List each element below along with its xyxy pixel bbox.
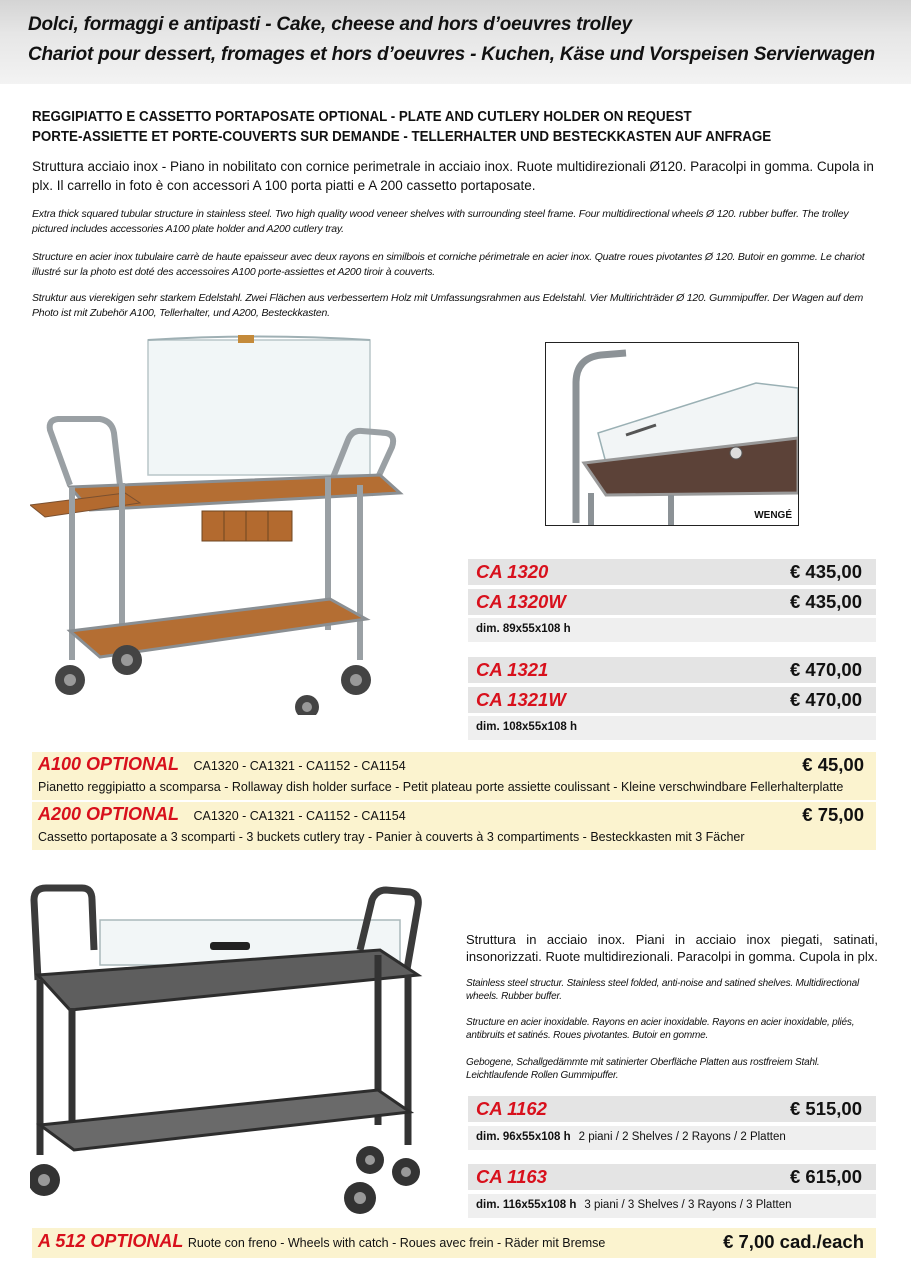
dimension-text: dim. 96x55x108 h [476, 1131, 571, 1143]
optional-code: A100 OPTIONAL [38, 754, 180, 774]
optional-a200 [32, 802, 876, 850]
optional-description: Cassetto portaposate a 3 scomparti - 3 buckets cutlery tray - Panier à couverts à 3 compartiments - Besteckkasten mit 3 Fächer [38, 830, 745, 844]
dimension-row [468, 1126, 876, 1150]
product-row-ca1163 [468, 1164, 876, 1190]
section-subtitle-2: PORTE-ASSIETTE ET PORTE-COUVERTS SUR DEMANDE - TELLERHALTER UND BESTECKKASTEN AUF ANFRAGE [32, 129, 772, 145]
product-price: € 615,00 [789, 1166, 862, 1187]
header-title-line2: Chariot pour dessert, fromages et hors d’oeuvres - Kuchen, Käse und Vorspeisen Servierwagen [28, 44, 875, 65]
optional-price: € 7,00 cad./each [723, 1231, 864, 1252]
optional-price: € 45,00 [802, 754, 864, 775]
stainless-trolley-photo [30, 880, 430, 1225]
description2-french: Structure en acier inoxidable. Rayons en acier inoxidable. Rayons en acier inoxidable, pliés, antibruits et satinés. Roues pivotantes. Butoir en gomme. [466, 1017, 855, 1041]
page-header [0, 0, 911, 84]
description2-german: Gebogene, Schallgedämmte mit satinierter Oberfläche Platten aus rostfreiem Stahl. Leichtlaufende Rollen Gummipuffer. [466, 1057, 820, 1081]
dimension-text: dim. 89x55x108 h [476, 623, 571, 635]
product-code: CA 1321W [476, 689, 566, 710]
wenge-detail-photo [545, 342, 799, 526]
optional-description: Pianetto reggipiatto a scomparsa - Rollaway dish holder surface - Petit plateau porte assiette coulissant - Kleine verschwindbare Fellerhalterplatte [38, 780, 844, 794]
section-subtitle-1: REGGIPIATTO E CASSETTO PORTAPOSATE OPTIONAL - PLATE AND CUTLERY HOLDER ON REQUEST [32, 109, 692, 125]
optional-price: € 75,00 [802, 804, 864, 825]
description2-english: Stainless steel structur. Stainless steel folded, anti-noise and satined shelves. Multidirectional wheels. Rubber buffer. [466, 978, 860, 1002]
product-row-ca1320 [468, 559, 876, 585]
product-row-ca1162 [468, 1096, 876, 1122]
product-price: € 470,00 [789, 689, 862, 710]
wood-trolley-photo [30, 335, 430, 715]
optional-models: CA1320 - CA1321 - CA1152 - CA1154 [193, 809, 406, 823]
product-price: € 435,00 [789, 591, 862, 612]
product-code: CA 1320W [476, 591, 566, 612]
product-price: € 435,00 [789, 561, 862, 582]
product-code: CA 1163 [476, 1166, 547, 1187]
product-row-ca1321 [468, 657, 876, 683]
description-german: Struktur aus vierekigen sehr starkem Edelstahl. Zwei Flächen aus verbessertem Holz mit Umfassungsrahmen aus Edelstahl. Vier Multirichträder Ø 120. Gummipuffer. Der Wagen auf dem Photo ist mit Zubehör A100, Tellerhalter, und A200, Besteckkasten. [32, 292, 864, 319]
product-code: CA 1320 [476, 561, 549, 582]
product-price: € 515,00 [789, 1098, 862, 1119]
photo-caption: WENGÉ [754, 510, 792, 521]
optional-code: A200 OPTIONAL [38, 804, 180, 824]
optional-a512 [32, 1228, 876, 1258]
product-row-ca1321w [468, 687, 876, 713]
optional-description: Ruote con freno - Wheels with catch - Roues avec frein - Räder mit Bremse [187, 1236, 606, 1250]
dimension-text: dim. 116x55x108 h [476, 1199, 577, 1211]
dimension-row [468, 618, 876, 642]
optional-code: A 512 OPTIONAL [38, 1231, 184, 1251]
shelves-text: 2 piani / 2 Shelves / 2 Rayons / 2 Platten [578, 1131, 786, 1143]
optional-a100 [32, 752, 876, 800]
product-code: CA 1321 [476, 659, 549, 680]
dimension-row [468, 716, 876, 740]
dimension-text: dim. 108x55x108 h [476, 721, 578, 733]
optional-models: CA1320 - CA1321 - CA1152 - CA1154 [193, 759, 406, 773]
product-price: € 470,00 [789, 659, 862, 680]
product-code: CA 1162 [476, 1098, 547, 1119]
description-french: Structure en acier inox tubulaire carrè de haute epaisseur avec deux rayons en similbois et corniche périmetrale en acier inox. Quatre roues pivotantes Ø 120. Butoir en gomme. Le chariot illustré sur la photo est doté des accessoires A100 porte-assiettes et A200 tiroir à couverts. [32, 251, 865, 278]
description2-italian: Struttura in acciaio inox. Piani in acciaio inox piegati, satinati, insonorizzati. Ruote multidirezionali. Paracolpi in gomma. Cupola in plx. [466, 932, 878, 964]
product-row-ca1320w [468, 589, 876, 615]
shelves-text: 3 piani / 3 Shelves / 3 Rayons / 3 Platten [584, 1199, 792, 1211]
dimension-row [468, 1194, 876, 1218]
description-italian: Struttura acciaio inox - Piano in nobilitato con cornice perimetrale in acciaio inox. Ruote multidirezionali Ø120. Paracolpi in gomma. Cupola in plx. Il carrello in foto è con accessori A 100 porta piatti e A 200 cassetto portaposate. [32, 159, 874, 193]
header-title-line1: Dolci, formaggi e antipasti - Cake, cheese and hors d’oeuvres trolley [28, 14, 632, 35]
description-english: Extra thick squared tubular structure in stainless steel. Two high quality wood veneer shelves with surrounding steel frame. Four multidirectional wheels Ø 120. rubber buffer. The trolley pictured includes accessories A100 plate holder and A200 cutlery tray. [32, 208, 849, 235]
